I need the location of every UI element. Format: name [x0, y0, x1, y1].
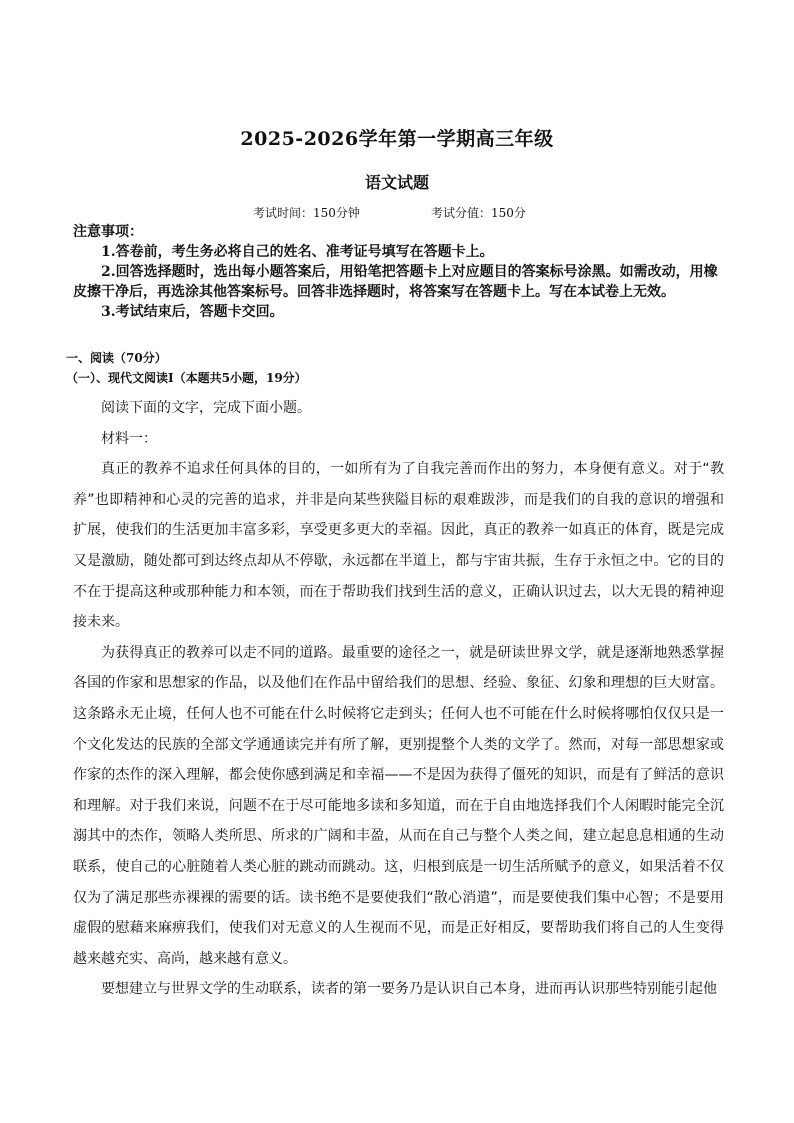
notice-item: 3.考试结束后，答题卡交回。 — [101, 304, 284, 320]
notice-block — [73, 222, 723, 322]
material-label: 材料一： — [101, 430, 157, 447]
notice-item: 1.答卷前，考生务必将自己的姓名、准考证号填写在答题卡上。 — [101, 244, 494, 260]
exam-time: 考试时间：150分钟 — [253, 206, 360, 220]
section-heading-modern-reading: （一）、现代文阅读Ⅰ（本题共5小题，19分） — [66, 371, 307, 385]
section-heading-reading: 一、阅读（70分） — [66, 351, 167, 365]
exam-score: 考试分值：150分 — [431, 206, 526, 220]
reading-passage — [73, 393, 724, 1005]
exam-title: 2025-2026学年第一学期高三年级 — [240, 128, 554, 150]
notice-heading: 注意事项： — [73, 224, 143, 240]
subject-title: 语文试题 — [364, 173, 429, 192]
passage-paragraph: 要想建立与世界文学的生动联系，读者的第一要务乃是认识自己本身，进而再认识那些特别能引起他 — [101, 981, 717, 998]
passage-paragraph: 为获得真正的教养可以走不同的道路。最重要的途径之一，就是研读世界文学，就是逐渐地熟悉掌握各国的作家和思想家的作品，以及他们在作品中留给我们的思想、经验、象征、幻象和理想的巨大财富。这条路永无止境，任何人也不可能在什么时候将它走到头；任何人也不可能在什么时候将哪怕仅仅只是一个文化发达的民族的全部文学通通读完并有所了解，更别提整个人类的文学了。然而，对每一部思想家或作家的杰作的深入理解，都会使你感到满足和幸福——不是因为获得了僵死的知识，而是有了鲜活的意识和理解。对于我们来说，问题不在于尽可能地多读和多知道，而在于自由地选择我们个人闲暇时能完全沉溺其中的杰作，领略人类所思、所求的广阔和丰盈，从而在自己与整个人类之间，建立起息息相通的生动联系，使自己的心脏随着人类心脏的跳动而跳动。这，归根到底是一切生活所赋予的意义，如果活着不仅仅为了满足那些赤裸裸的需要的话。读书绝不是要使我们“散心消遣”，而是要使我们集中心智；不是要用虚假的慰藉来麻痹我们，使我们对无意义的人生视而不见，而是正好相反，要帮助我们将自己的人生变得越来越充实、高尚，越来越有意义。 — [73, 644, 724, 967]
notice-item: 2.回答选择题时，选出每小题答案后，用铅笔把答题卡上对应题目的答案标号涂黑。如需改动，用橡皮擦干净后，再选涂其他答案标号。回答非选择题时，将答案写在答题卡上。写在本试卷上无效。 — [73, 264, 718, 300]
passage-instruction: 阅读下面的文字，完成下面小题。 — [101, 400, 311, 416]
passage-paragraph: 真正的教养不追求任何具体的目的，一如所有为了自我完善而作出的努力，本身便有意义。对于“教养”也即精神和心灵的完善的追求，并非是向某些狭隘目标的艰难跋涉，而是我们的自我的意识的增强和扩展，使我们的生活更加丰富多彩，享受更多更大的幸福。因此，真正的教养一如真正的体育，既是完成又是激励，随处都可到达终点却从不停歇，永远都在半道上，都与宇宙共振，生存于永恒之中。它的目的不在于提高这种或那种能力和本领，而在于帮助我们找到生活的意义，正确认识过去，以大无畏的精神迎接未来。 — [73, 461, 724, 631]
